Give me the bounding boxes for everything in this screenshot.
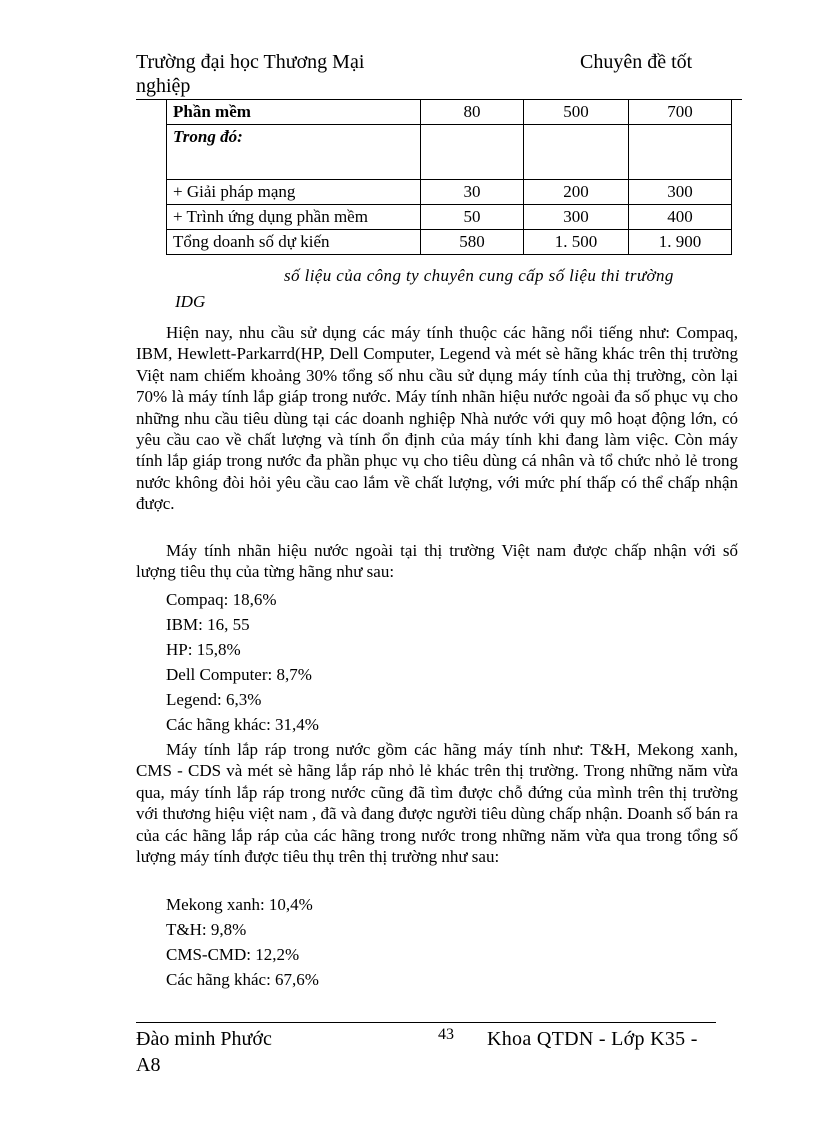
row-label: + Giải pháp mạng bbox=[167, 180, 421, 205]
table-row bbox=[167, 205, 732, 230]
cell-value bbox=[421, 125, 524, 180]
list-item: IBM: 16, 55 bbox=[166, 615, 250, 634]
page-number: 43 bbox=[438, 1026, 454, 1043]
cell-value bbox=[629, 125, 732, 180]
cell-value: 30 bbox=[421, 180, 524, 205]
cell-value: 80 bbox=[421, 100, 524, 125]
list-item: HP: 15,8% bbox=[166, 640, 241, 659]
list-item: Compaq: 18,6% bbox=[166, 590, 277, 609]
footer-department: Khoa QTDN - Lớp K35 - bbox=[487, 1028, 698, 1050]
row-label: + Trình ứng dụng phần mềm bbox=[167, 205, 421, 230]
table-row bbox=[167, 100, 732, 125]
row-label: Tổng doanh số dự kiến bbox=[167, 230, 421, 255]
table-row bbox=[167, 180, 732, 205]
cell-value: 580 bbox=[421, 230, 524, 255]
cell-value: 50 bbox=[421, 205, 524, 230]
table-source-continuation: IDG bbox=[175, 292, 206, 311]
list-item: T&H: 9,8% bbox=[166, 920, 247, 939]
header-title-continuation: nghiệp bbox=[136, 75, 191, 97]
cell-value bbox=[524, 125, 629, 180]
cell-value: 300 bbox=[524, 205, 629, 230]
paragraph-foreign-brands: Máy tính nhãn hiệu nước ngoài tại thị trường Việt nam được chấp nhận với số lượng tiêu thụ của từng hãng như sau: bbox=[136, 541, 738, 582]
table-source: số liệu của công ty chuyên cung cấp số liệu thi trường bbox=[284, 266, 674, 285]
row-label: Trong đó: bbox=[167, 125, 421, 180]
footer-rule bbox=[136, 1022, 716, 1023]
header-title: Chuyên đề tốt bbox=[580, 51, 693, 73]
table-row bbox=[167, 230, 732, 255]
cell-value: 300 bbox=[629, 180, 732, 205]
header-university: Trường đại học Thương Mại bbox=[136, 51, 365, 73]
list-item: CMS-CMD: 12,2% bbox=[166, 945, 300, 964]
cell-value: 1. 500 bbox=[524, 230, 629, 255]
paragraph-domestic-brands: Máy tính lắp ráp trong nước gồm các hãng máy tính như: T&H, Mekong xanh, CMS - CDS và mét sè hãng lắp ráp nhỏ lẻ khác trên thị trường. Trong những năm vừa qua, máy tính lắp ráp trong nước cũng đã tìm được chỗ đứng của mình trên thị trường với thương hiệu việt nam , đã và đang được người tiêu dùng chấp nhận. Doanh số bán ra của các hãng lắp ráp của các hãng trong nước trong những năm vừa qua trong tổng số lượng máy tính được tiêu thụ trên thị trường như sau: bbox=[136, 740, 738, 867]
cell-value: 700 bbox=[629, 100, 732, 125]
revenue-table bbox=[166, 99, 732, 255]
row-label: Phần mềm bbox=[167, 100, 421, 125]
list-item: Các hãng khác: 67,6% bbox=[166, 970, 319, 989]
list-item: Dell Computer: 8,7% bbox=[166, 665, 312, 684]
cell-value: 500 bbox=[524, 100, 629, 125]
list-item: Legend: 6,3% bbox=[166, 690, 262, 709]
footer-author: Đào minh Phước bbox=[136, 1028, 272, 1050]
cell-value: 400 bbox=[629, 205, 732, 230]
cell-value: 1. 900 bbox=[629, 230, 732, 255]
list-item: Các hãng khác: 31,4% bbox=[166, 715, 319, 734]
footer-author-continuation: A8 bbox=[136, 1054, 161, 1076]
paragraph-market-share: Hiện nay, nhu cầu sử dụng các máy tính thuộc các hãng nổi tiếng như: Compaq, IBM, Hewlett-Parkarrd(HP, Dell Computer, Legend và mét sè hãng khác trên thị trường Việt nam chiếm khoảng 30% tổng số nhu cầu sử dụng máy tính của thị trường, còn lại 70% là máy tính lắp giáp trong nước. Máy tính nhãn hiệu nước ngoài đa số phục vụ cho những nhu cầu tiêu dùng tại các doanh nghiệp Nhà nước với quy mô hoạt động lớn, có yêu cầu cao về chất lượng và tính ổn định của máy tính khi đang làm việc. Còn máy tính lắp giáp trong nước đa phần phục vụ cho tiêu dùng cá nhân và tổ chức nhỏ lẻ trong nước không đòi hỏi yêu cầu cao lắm về chất lượng, với mức phí thấp có thể chấp nhận được. bbox=[136, 323, 738, 514]
list-item: Mekong xanh: 10,4% bbox=[166, 895, 313, 914]
table-row bbox=[167, 125, 732, 180]
cell-value: 200 bbox=[524, 180, 629, 205]
